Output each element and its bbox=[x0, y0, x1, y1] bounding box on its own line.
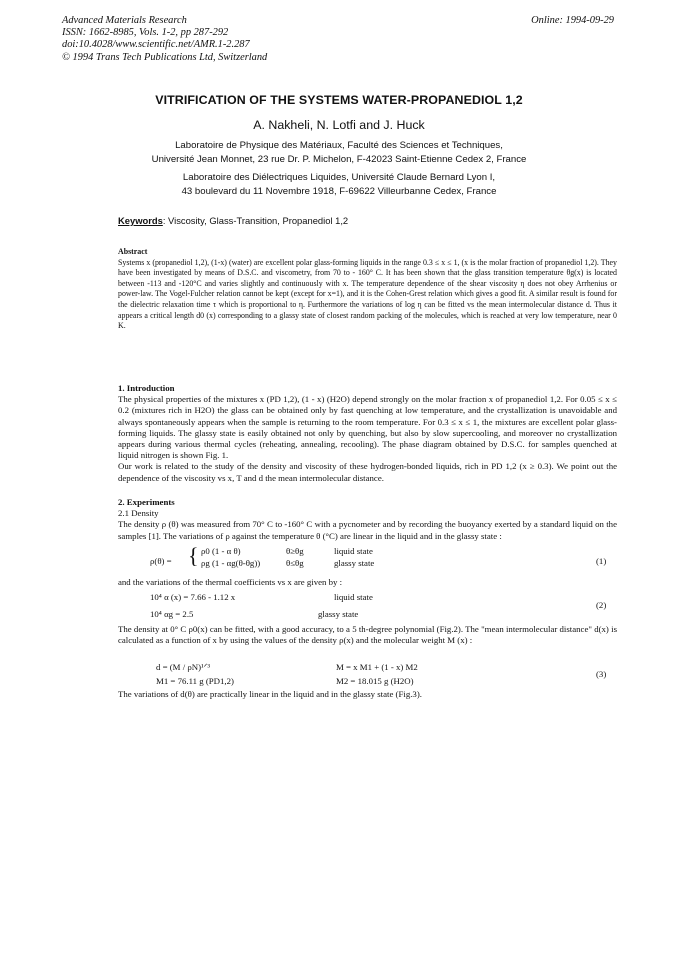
affiliation-1-line-2: Université Jean Monnet, 23 rue Dr. P. Michelon, F-42023 Saint-Etienne Cedex 2, France bbox=[151, 153, 527, 165]
affiliation-1-line-1: Laboratoire de Physique des Matériaux, Faculté des Sciences et Techniques, bbox=[175, 140, 503, 151]
introduction-paragraph-1: The physical properties of the mixtures x (PD 1,2), (1 - x) (H2O) depend strongly on the molar fraction x of propanediol 1,2. For 0.05 ≤ x ≤ 0.2 (mixtures rich in H2O) the glass can be obtained only by fast quenching at low temperature, and the crystallization is unavoidable and always spontaneously appears when the sample is returning to the room temperature. For 0.3 ≤ x ≤ 1, the mixtures are excellent polar glass-forming liquids. The glassy state is easily obtained not only by quenching, but also by slow supercooling, and moreover no crystallization appears during various thermal cycles (reheating, annealing, recooling). The phase diagram obtained by D.S.C. for samples quenched at liquid nitrogen is shown Fig. 1. bbox=[118, 394, 617, 461]
equation-1-row-2-condition: θ≤θg bbox=[286, 558, 304, 568]
equation-3-row-1-rhs: M = x M1 + (1 - x) M2 bbox=[336, 662, 418, 672]
issn-line: ISSN: 1662-8985, Vols. 1-2, pp 287-292 bbox=[62, 27, 229, 39]
experiments-section bbox=[118, 497, 617, 542]
equation-2-row-1-state: liquid state bbox=[334, 592, 373, 602]
author-list: A. Nakheli, N. Lotfi and J. Huck bbox=[253, 118, 425, 132]
equation-1-number: (1) bbox=[596, 556, 607, 566]
abstract-section bbox=[118, 247, 617, 332]
affiliation-2 bbox=[0, 171, 678, 198]
equation-1-row-2-state: glassy state bbox=[334, 558, 375, 568]
density-paragraph-4: The variations of d(θ) are practically linear in the liquid and in the glassy state (Fig.3). bbox=[118, 689, 422, 699]
equation-1-row-2: ρg (1 - αg(θ-θg)) bbox=[201, 558, 261, 568]
abstract-heading: Abstract bbox=[118, 247, 148, 256]
keywords-text: : Viscosity, Glass-Transition, Propanediol 1,2 bbox=[162, 215, 349, 226]
keywords-label: Keywords bbox=[118, 215, 163, 226]
equation-3-number: (3) bbox=[596, 669, 607, 679]
paper-title: VITRIFICATION OF THE SYSTEMS WATER-PROPANEDIOL 1,2 bbox=[155, 93, 523, 107]
density-paragraph-1: The density ρ (θ) was measured from 70° C to -160° C with a pycnometer and by recording the buoyancy exerted by a standard liquid on the samples [1]. The variations of ρ against the temperature θ (°C) are linear in the liquid and in the glassy state : bbox=[118, 519, 617, 541]
introduction-paragraph-2: Our work is related to the study of the density and viscosity of these hydrogen-bonded liquids, rich in PD 1,2 (x ≥ 0.3). We point out the dependence of the viscosity vs x, T and d the mean intermolecular distance. bbox=[118, 461, 617, 483]
equation-3-row-2-lhs: M1 = 76.11 g (PD1,2) bbox=[156, 676, 234, 686]
equation-2-row-2: 10⁴ αg = 2.5 bbox=[150, 609, 194, 619]
experiments-heading: 2. Experiments bbox=[118, 497, 175, 507]
doi-line: doi:10.4028/www.scientific.net/AMR.1-2.287 bbox=[62, 39, 250, 51]
journal-name: Advanced Materials Research bbox=[62, 15, 187, 26]
affiliation-2-line-2: 43 boulevard du 11 Novembre 1918, F-69622 Villeurbanne Cedex, France bbox=[181, 185, 497, 197]
equation-2-row-1: 10⁴ α (x) = 7.66 - 1.12 x bbox=[150, 592, 236, 602]
equation-1-row-1: ρ0 (1 - α θ) bbox=[201, 546, 241, 556]
equation-2-number: (2) bbox=[596, 600, 607, 610]
equation-1-lhs: ρ(θ) = bbox=[150, 556, 172, 566]
density-paragraph-3: The density at 0° C ρ0(x) can be fitted, with a good accuracy, to a 5 th-degree polynomial (Fig.2). The "mean intermolecular distance" d(x) is calculated as a function of x by using the values of the density ρ(x) and the molecular weight M (x) : bbox=[118, 624, 617, 646]
density-subheading: 2.1 Density bbox=[118, 508, 159, 519]
copyright-line: © 1994 Trans Tech Publications Ltd, Switzerland bbox=[62, 51, 268, 63]
affiliation-2-line-1: Laboratoire des Diélectriques Liquides, Université Claude Bernard Lyon I, bbox=[182, 172, 496, 183]
equation-3-row-1-lhs: d = (M / ρN)¹ᐟ³ bbox=[156, 662, 211, 672]
equation-2-row-2-state: glassy state bbox=[318, 609, 359, 619]
introduction-heading: 1. Introduction bbox=[118, 383, 175, 393]
online-date: Online: 1994-09-29 bbox=[531, 15, 614, 26]
equation-1-row-1-condition: θ≥θg bbox=[286, 546, 304, 556]
equation-3-row-2-rhs: M2 = 18.015 g (H2O) bbox=[336, 676, 414, 686]
keywords-line bbox=[118, 215, 348, 226]
equation-1-row-1-state: liquid state bbox=[334, 546, 373, 556]
density-paragraph-2: and the variations of the thermal coefficients vs x are given by : bbox=[118, 577, 343, 587]
equation-1-brace: { bbox=[188, 543, 199, 568]
affiliation-1 bbox=[0, 139, 678, 166]
abstract-body: Systems x (propanediol 1,2), (1-x) (water) are excellent polar glass-forming liquids in the range 0.3 ≤ x ≤ 1, (x is the molar fraction of propanediol 1,2). They have been investigated by means of D.S.C. and viscometry, from 70 to - 160° C. It has been shown that the glass transition temperature θg(x) is located between -113 and -120°C and varies slightly and continuously with x. The temperature dependence of the shear viscosity η does not obey Arrhenius or power-law. The Vogel-Fulcher relation cannot be kept (except for x=1), and it is the Cohen-Grest relation which gives a good fit. A similar result is found for the dielectric relaxation time τ which is proportional to η. Furthermore the variations of log η can be fitted vs the mean intermolecular distance d. Thus it appears a critical length d0 (x) corresponding to a glassy state of closest random packing of the molecules, which is reached at very low temperature, near 0 K. bbox=[118, 257, 617, 331]
introduction-section bbox=[118, 383, 617, 484]
journal-header bbox=[62, 15, 267, 64]
